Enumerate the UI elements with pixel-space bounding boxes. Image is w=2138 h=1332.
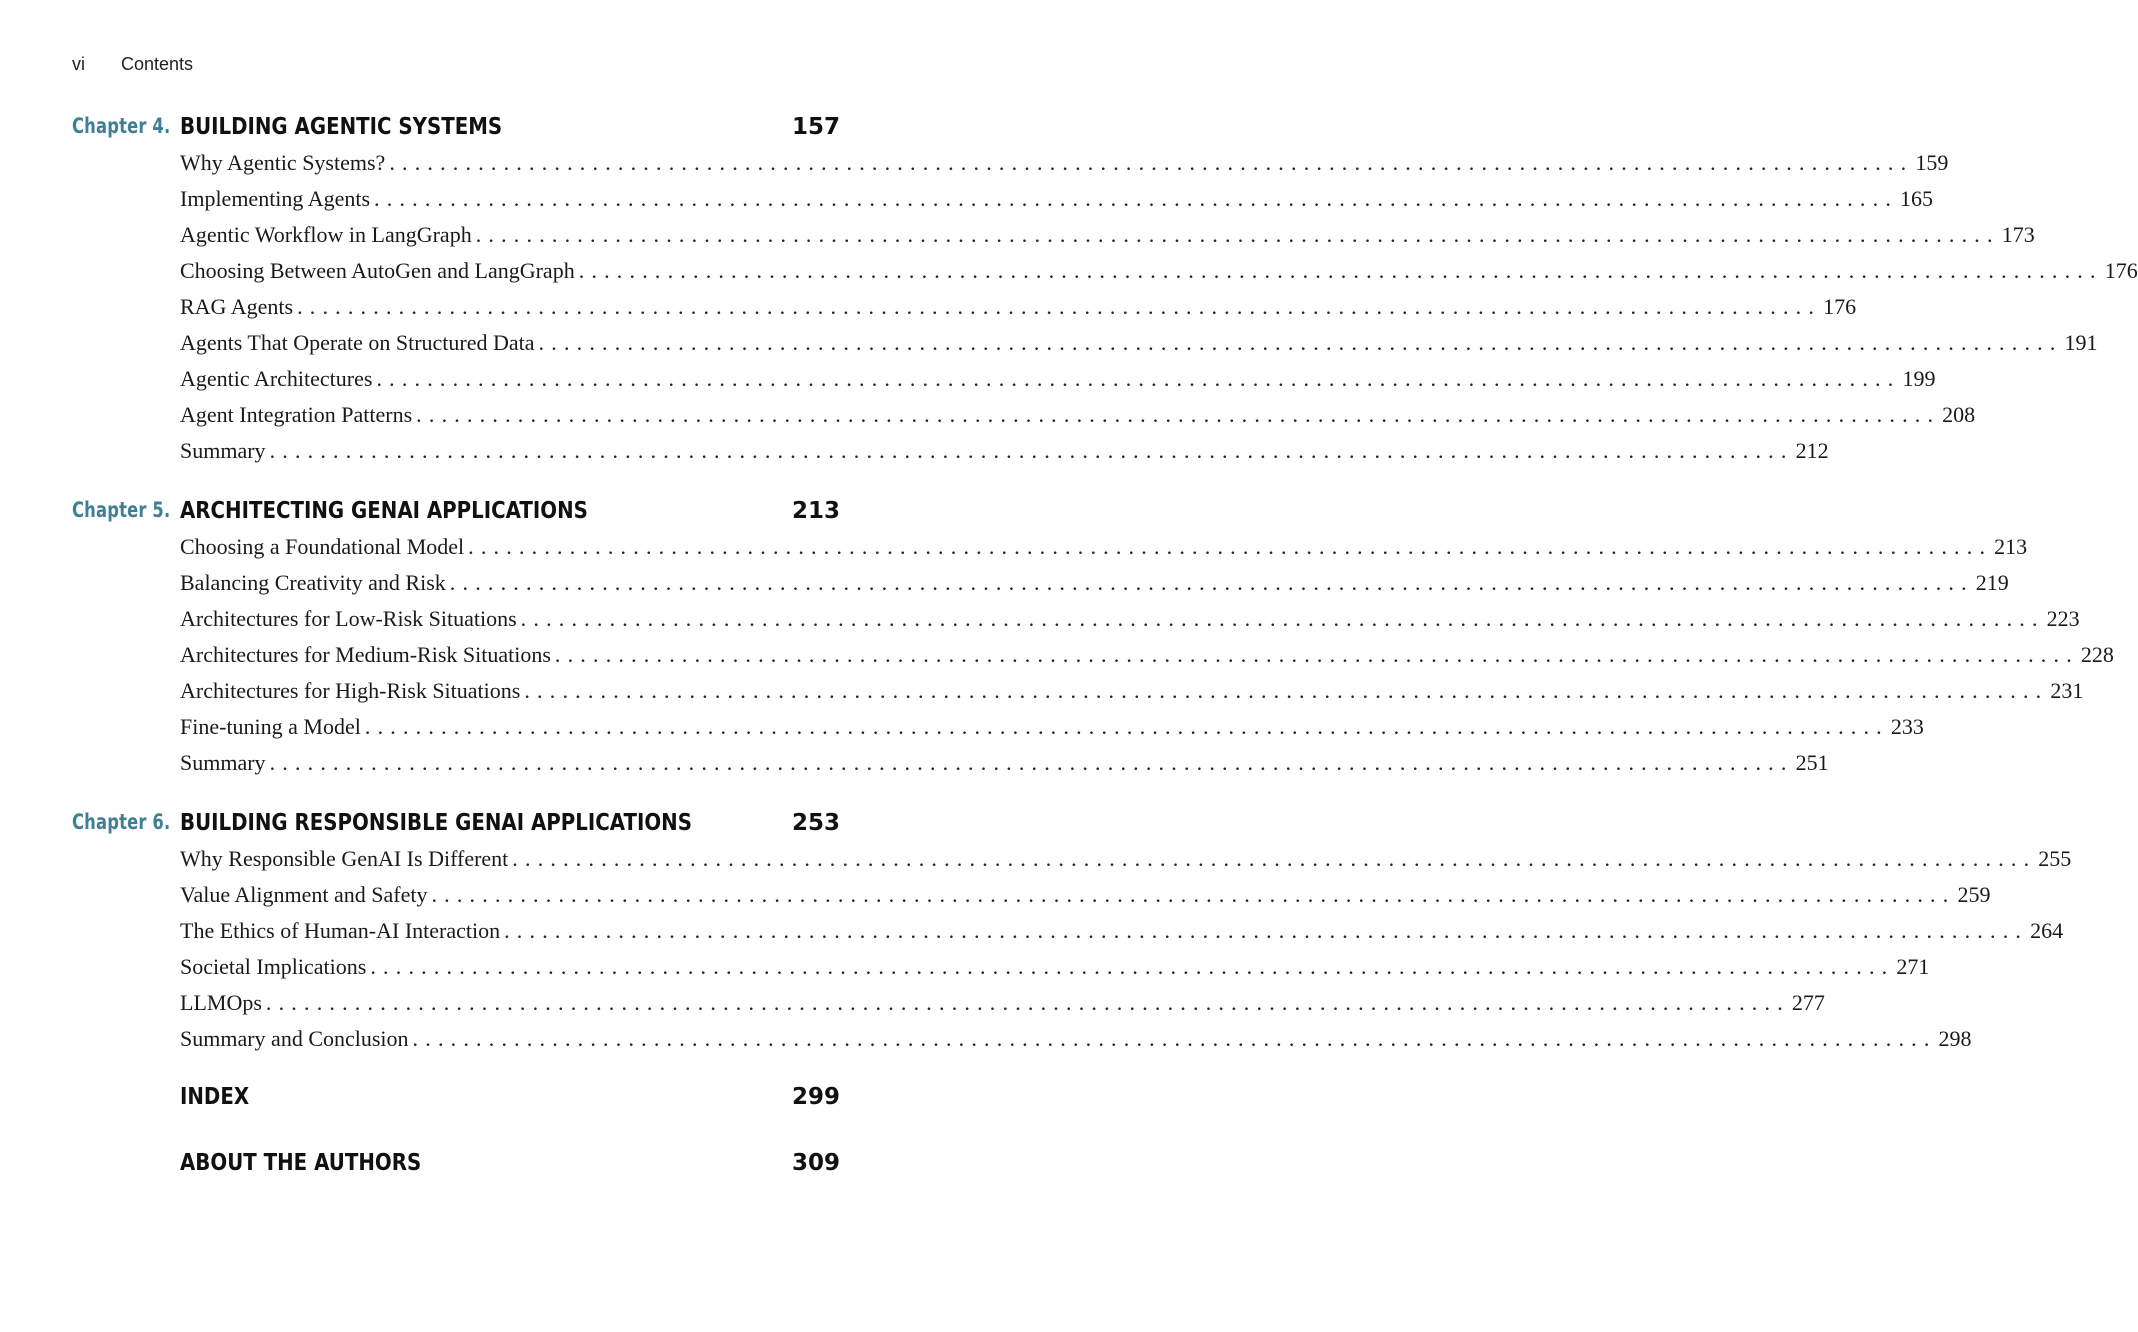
dot-leader: ........................................................................................................................ [265,990,1790,1015]
entry-title: Summary [180,438,266,463]
backmatter-index[interactable] [72,1082,840,1148]
entry-page: 298 [1938,1026,1972,1051]
chapter-title: BUILDING AGENTIC SYSTEMS [180,114,503,140]
entry-title: Agentic Architectures [180,366,373,391]
entry-title: Agents That Operate on Structured Data [180,330,535,355]
dot-leader: ........................................................................................................................ [269,438,1794,463]
entry-title: Societal Implications [180,954,367,979]
running-head-section: Contents [121,54,194,74]
chapter-page-number: 253 [791,810,840,836]
entry-page: 233 [1890,714,1924,739]
entry-title: LLMOps [180,990,262,1015]
entry-title: RAG Agents [180,294,294,319]
entry-page: 199 [1902,366,1936,391]
backmatter-page: 309 [791,1150,840,1176]
entry-title: Value Alignment and Safety [180,882,428,907]
dot-leader: ........................................................................................................................ [578,258,2103,283]
toc-entry[interactable] [180,714,1924,750]
entry-title: Architectures for High-Risk Situations [180,678,521,703]
toc-entry[interactable] [180,402,1976,438]
dot-leader: ........................................................................................................................ [554,642,2079,667]
chapter-entries [72,534,2114,786]
entry-title: Choosing Between AutoGen and LangGraph [180,258,575,283]
toc-entry[interactable] [180,330,2098,366]
dot-leader: ........................................................................................................................ [376,366,1901,391]
dot-leader: ........................................................................................................................ [468,534,1993,559]
toc-entry[interactable] [180,438,1829,474]
toc-entry[interactable] [180,258,2138,294]
dot-leader: ........................................................................................................................ [504,918,2029,943]
entry-page: 251 [1795,750,1829,775]
toc-entry[interactable] [180,294,1857,330]
toc-entry[interactable] [180,186,1934,222]
entry-title: Agent Integration Patterns [180,402,413,427]
dot-leader: ........................................................................................................................ [416,402,1941,427]
toc-entry[interactable] [180,954,1930,990]
dot-leader: ........................................................................................................................ [374,186,1899,211]
toc-entry[interactable] [180,570,2009,606]
dot-leader: ........................................................................................................................ [297,294,1822,319]
entry-title: Why Agentic Systems? [180,150,386,175]
entry-title: Summary and Conclusion [180,1026,409,1051]
chapter-page-number: 213 [791,498,840,524]
entry-title: Balancing Creativity and Risk [180,570,446,595]
entry-title: The Ethics of Human-AI Interaction [180,918,501,943]
entry-title: Architectures for Medium-Risk Situations [180,642,551,667]
backmatter-page: 299 [791,1084,840,1110]
toc-entry[interactable] [180,606,2080,642]
table-of-contents [72,110,2138,1214]
entry-page: 213 [1994,534,2028,559]
chapter-number: Chapter 4. [72,114,171,138]
chapter-title: ARCHITECTING GENAI APPLICATIONS [180,498,588,524]
dot-leader: ........................................................................................................................ [370,954,1895,979]
page-folio: vi [72,54,85,74]
chapter-number: Chapter 5. [72,498,171,522]
chapter-heading[interactable] [72,806,840,846]
backmatter-title: INDEX [180,1084,250,1110]
dot-leader: ........................................................................................................................ [524,678,2049,703]
entry-title: Fine-tuning a Model [180,714,361,739]
chapter-page-number: 157 [791,114,840,140]
entry-page: 176 [1823,294,1857,319]
dot-leader: ........................................................................................................................ [431,882,1956,907]
chapter-heading[interactable] [72,494,840,534]
entry-page: 208 [1942,402,1976,427]
entry-page: 176 [2104,258,2138,283]
entry-page: 219 [1975,570,2009,595]
toc-entry[interactable] [180,990,1825,1026]
toc-entry[interactable] [180,222,2035,258]
toc-entry[interactable] [180,750,1829,786]
entry-page: 165 [1900,186,1934,211]
dot-leader: ........................................................................................................................ [412,1026,1937,1051]
dot-leader: ........................................................................................................................ [364,714,1889,739]
dot-leader: ........................................................................................................................ [538,330,2063,355]
entry-page: 255 [2038,846,2072,871]
dot-leader: ........................................................................................................................ [269,750,1794,775]
backmatter-about-authors[interactable] [72,1148,840,1214]
entry-page: 228 [2080,642,2114,667]
toc-entry[interactable] [180,150,1949,186]
entry-page: 212 [1795,438,1829,463]
entry-page: 264 [2030,918,2064,943]
entry-page: 223 [2046,606,2080,631]
chapter-title: BUILDING RESPONSIBLE GENAI APPLICATIONS [180,810,692,836]
entry-page: 231 [2050,678,2084,703]
dot-leader: ........................................................................................................................ [449,570,1974,595]
toc-entry[interactable] [180,1026,1972,1062]
running-head [72,54,193,75]
chapter-section [72,806,2072,1062]
chapter-entries [72,846,2072,1062]
dot-leader: ........................................................................................................................ [512,846,2037,871]
dot-leader: ........................................................................................................................ [475,222,2000,247]
entry-title: Summary [180,750,266,775]
toc-entry[interactable] [180,642,2114,678]
entry-title: Implementing Agents [180,186,371,211]
toc-entry[interactable] [180,846,2072,882]
backmatter-title: ABOUT THE AUTHORS [180,1150,422,1176]
entry-page: 191 [2064,330,2098,355]
chapter-section [72,494,2114,786]
entry-page: 259 [1957,882,1991,907]
entry-title: Agentic Workflow in LangGraph [180,222,472,247]
chapter-number: Chapter 6. [72,810,171,834]
chapter-entries [72,150,2138,474]
entry-page: 159 [1915,150,1949,175]
entry-title: Architectures for Low-Risk Situations [180,606,517,631]
entry-title: Why Responsible GenAI Is Different [180,846,509,871]
chapter-section [72,110,2138,474]
entry-page: 277 [1791,990,1825,1015]
entry-page: 173 [2001,222,2035,247]
toc-entry[interactable] [180,918,2064,954]
dot-leader: ........................................................................................................................ [389,150,1914,175]
entry-title: Choosing a Foundational Model [180,534,465,559]
toc-entry[interactable] [180,882,1991,918]
toc-entry[interactable] [180,366,1936,402]
entry-page: 271 [1896,954,1930,979]
chapter-heading[interactable] [72,110,840,150]
dot-leader: ........................................................................................................................ [520,606,2045,631]
toc-entry[interactable] [180,534,2028,570]
toc-entry[interactable] [180,678,2084,714]
